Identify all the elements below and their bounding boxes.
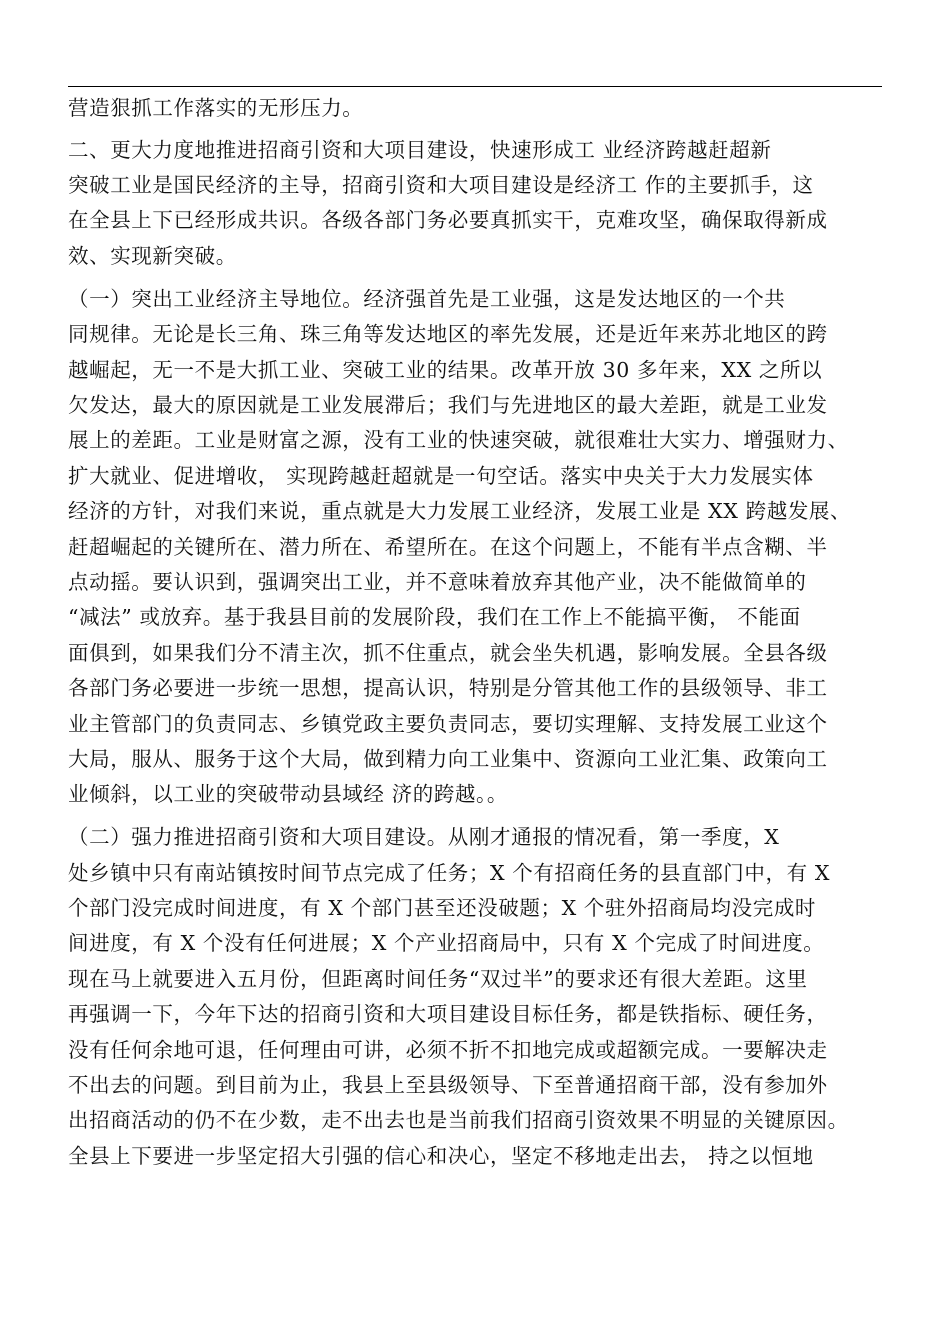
header-rule [68, 86, 882, 87]
text-line: 面俱到，如果我们分不清主次，抓不住重点，就会坐失机遇，影响发展。全县各级 [68, 641, 828, 665]
text-line: （一）突出工业经济主导地位。经济强首先是工业强，这是发达地区的一个共 [68, 287, 786, 311]
text-line: 营造狠抓工作落实的无形压力。 [68, 96, 364, 120]
text-line: 再强调一下，今年下达的招商引资和大项目建设目标任务，都是铁指标、硬任务， [68, 1002, 828, 1026]
text-line: 扩大就业、促进增收， 实现跨越赶超就是一句空话。落实中央关于大力发展实体 [68, 464, 814, 488]
text-line: 各部门务必要进一步统一思想，提高认识，特别是分管其他工作的县级领导、非工 [68, 676, 828, 700]
text-line: （二）强力推进招商引资和大项目建设。从刚才通报的情况看，第一季度，X [68, 825, 780, 849]
text-line: 大局，服从、服务于这个大局，做到精力向工业集中、资源向工业汇集、政策向工 [68, 747, 828, 771]
text-line: 在全县上下已经形成共识。各级各部门务必要真抓实干，克难攻坚，确保取得新成 [68, 208, 828, 232]
text-line: 同规律。无论是长三角、珠三角等发达地区的率先发展，还是近年来苏北地区的跨 [68, 322, 828, 346]
text-line: 没有任何余地可退，任何理由可讲，必须不折不扣地完成或超额完成。一要解决走 [68, 1038, 828, 1062]
text-line: “减法” 或放弃。基于我县目前的发展阶段，我们在工作上不能搞平衡， 不能面 [68, 605, 801, 629]
text-line: 展上的差距。工业是财富之源，没有工业的快速突破，就很难壮大实力、增强财力、 [68, 428, 849, 452]
text-line: 经济的方针，对我们来说，重点就是大力发展工业经济，发展工业是 XX 跨越发展、 [68, 499, 852, 523]
text-line: 效、实现新突破。 [68, 244, 237, 268]
text-line: 赶超崛起的关键所在、潜力所在、希望所在。在这个问题上，不能有半点含糊、半 [68, 535, 828, 559]
text-line: 现在马上就要进入五月份，但距离时间任务“双过半”的要求还有很大差距。这里 [68, 967, 808, 991]
text-line: 出招商活动的仍不在少数，走不出去也是当前我们招商引资效果不明显的关键原因。 [68, 1108, 849, 1132]
text-line: 业倾斜，以工业的突破带动县域经 济的跨越。。 [68, 782, 508, 806]
text-line: 全县上下要进一步坚定招大引强的信心和决心，坚定不移地走出去， 持之以恒地 [68, 1144, 814, 1168]
text-line: 处乡镇中只有南站镇按时间节点完成了任务；X 个有招商任务的县直部门中，有 X [68, 861, 831, 885]
text-line: 越崛起，无一不是大抓工业、突破工业的结果。改革开放 30 多年来，XX 之所以 [68, 358, 823, 382]
text-line: 个部门没完成时间进度，有 X 个部门甚至还没破题；X 个驻外招商局均没完成时 [68, 896, 817, 920]
text-line: 欠发达，最大的原因就是工业发展滞后；我们与先进地区的最大差距，就是工业发 [68, 393, 828, 417]
text-line: 点动摇。要认识到，强调突出工业，并不意味着放弃其他产业，决不能做简单的 [68, 570, 807, 594]
text-line: 突破工业是国民经济的主导，招商引资和大项目建设是经济工 作的主要抓手，这 [68, 173, 814, 197]
text-line: 间进度，有 X 个没有任何进展；X 个产业招商局中，只有 X 个完成了时间进度。 [68, 931, 825, 955]
text-line: 不出去的问题。到目前为止，我县上至县级领导、下至普通招商干部，没有参加外 [68, 1073, 828, 1097]
text-line: 业主管部门的负责同志、乡镇党政主要负责同志，要切实理解、支持发展工业这个 [68, 712, 828, 736]
text-line: 二、更大力度地推进招商引资和大项目建设，快速形成工 业经济跨越赶超新 [68, 138, 772, 162]
